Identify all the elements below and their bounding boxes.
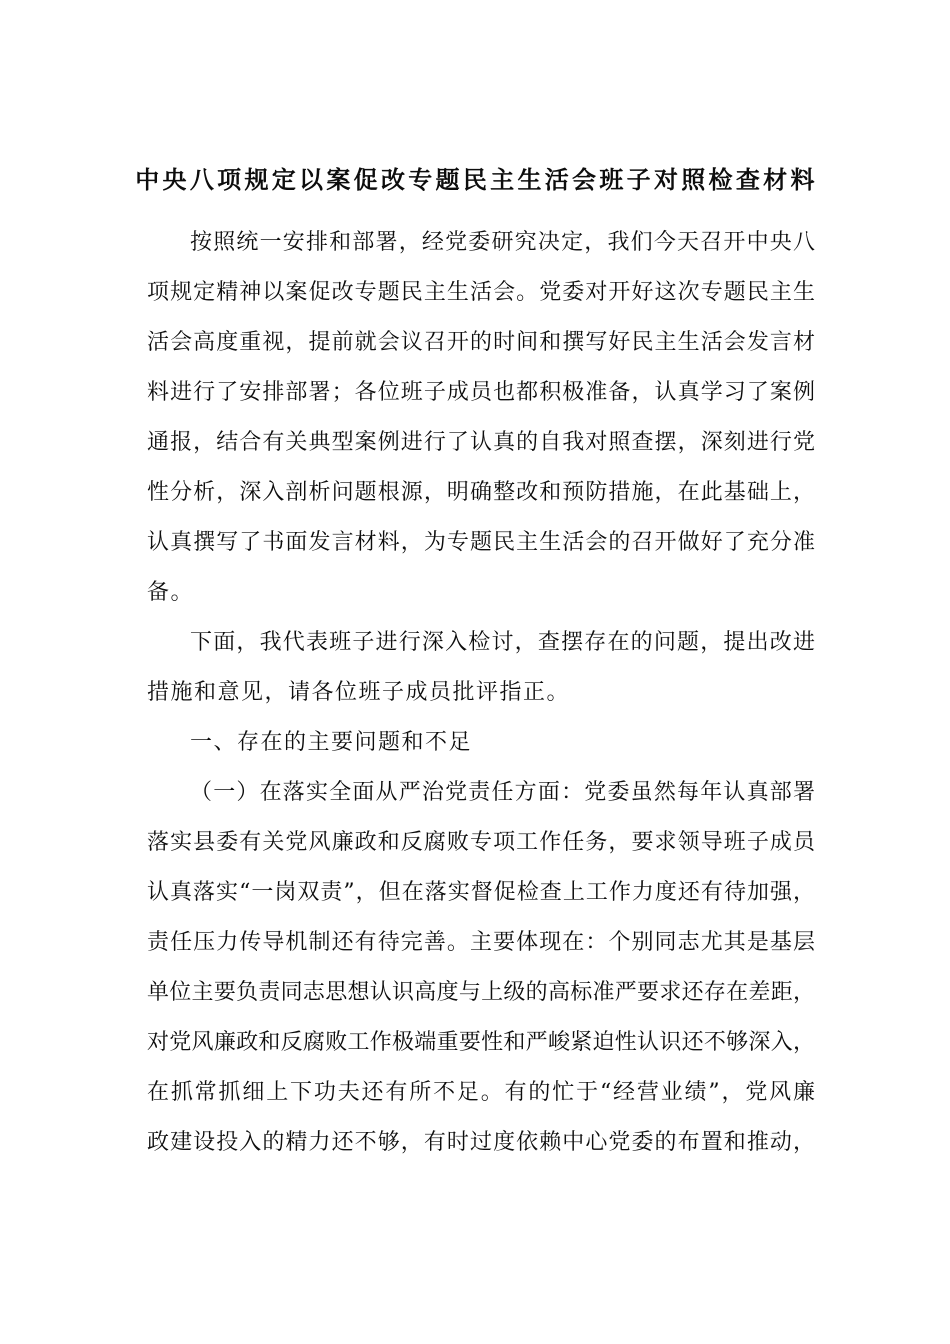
section-heading: [147, 718, 815, 768]
subsection-paragraph: [147, 768, 815, 1168]
paragraph-line: 责任压力传导机制还有待完善。主要体现在：个别同志尤其是基层: [147, 930, 815, 955]
section-heading-text: 一、存在的主要问题和不足: [190, 730, 473, 755]
paragraph-line: 落实县委有关党风廉政和反腐败专项工作任务，要求领导班子成员: [147, 830, 815, 855]
paragraph-line: 料进行了安排部署；各位班子成员也都积极准备，认真学习了案例: [147, 380, 815, 405]
paragraph-line: 措施和意见，请各位班子成员批评指正。: [147, 680, 571, 705]
paragraph-line: （一）在落实全面从严治党责任方面：党委虽然每年认真部署: [190, 780, 815, 805]
paragraph-line: 备。: [147, 580, 195, 605]
review-intro-paragraph: [147, 618, 815, 718]
document-title: 中央八项规定以案促改专题民主生活会班子对照检查材料: [135, 165, 818, 194]
paragraph-line: 在抓常抓细上下功夫还有所不足。有的忙于“经营业绩”，党风廉: [147, 1080, 815, 1105]
paragraph-line: 下面，我代表班子进行深入检讨，查摆存在的问题，提出改进: [190, 630, 815, 655]
paragraph-line: 性分析，深入剖析问题根源，明确整改和预防措施，在此基础上，: [147, 480, 815, 505]
paragraph-line: 认真撰写了书面发言材料，为专题民主生活会的召开做好了充分准: [147, 530, 815, 555]
paragraph-line: 通报，结合有关典型案例进行了认真的自我对照查摆，深刻进行党: [147, 430, 815, 455]
paragraph-line: 按照统一安排和部署，经党委研究决定，我们今天召开中央八: [190, 230, 815, 255]
paragraph-line: 项规定精神以案促改专题民主生活会。党委对开好这次专题民主生: [147, 280, 815, 305]
intro-paragraph: [147, 218, 815, 618]
paragraph-line: 活会高度重视，提前就会议召开的时间和撰写好民主生活会发言材: [147, 330, 815, 355]
paragraph-line: 对党风廉政和反腐败工作极端重要性和严峻紧迫性认识还不够深入，: [147, 1030, 815, 1055]
paragraph-line: 单位主要负责同志思想认识高度与上级的高标准严要求还存在差距，: [147, 980, 815, 1005]
paragraph-line: 政建设投入的精力还不够，有时过度依赖中心党委的布置和推动，: [147, 1130, 815, 1155]
paragraph-line: 认真落实“一岗双责”，但在落实督促检查上工作力度还有待加强，: [147, 880, 815, 905]
document-body: [147, 218, 815, 1168]
